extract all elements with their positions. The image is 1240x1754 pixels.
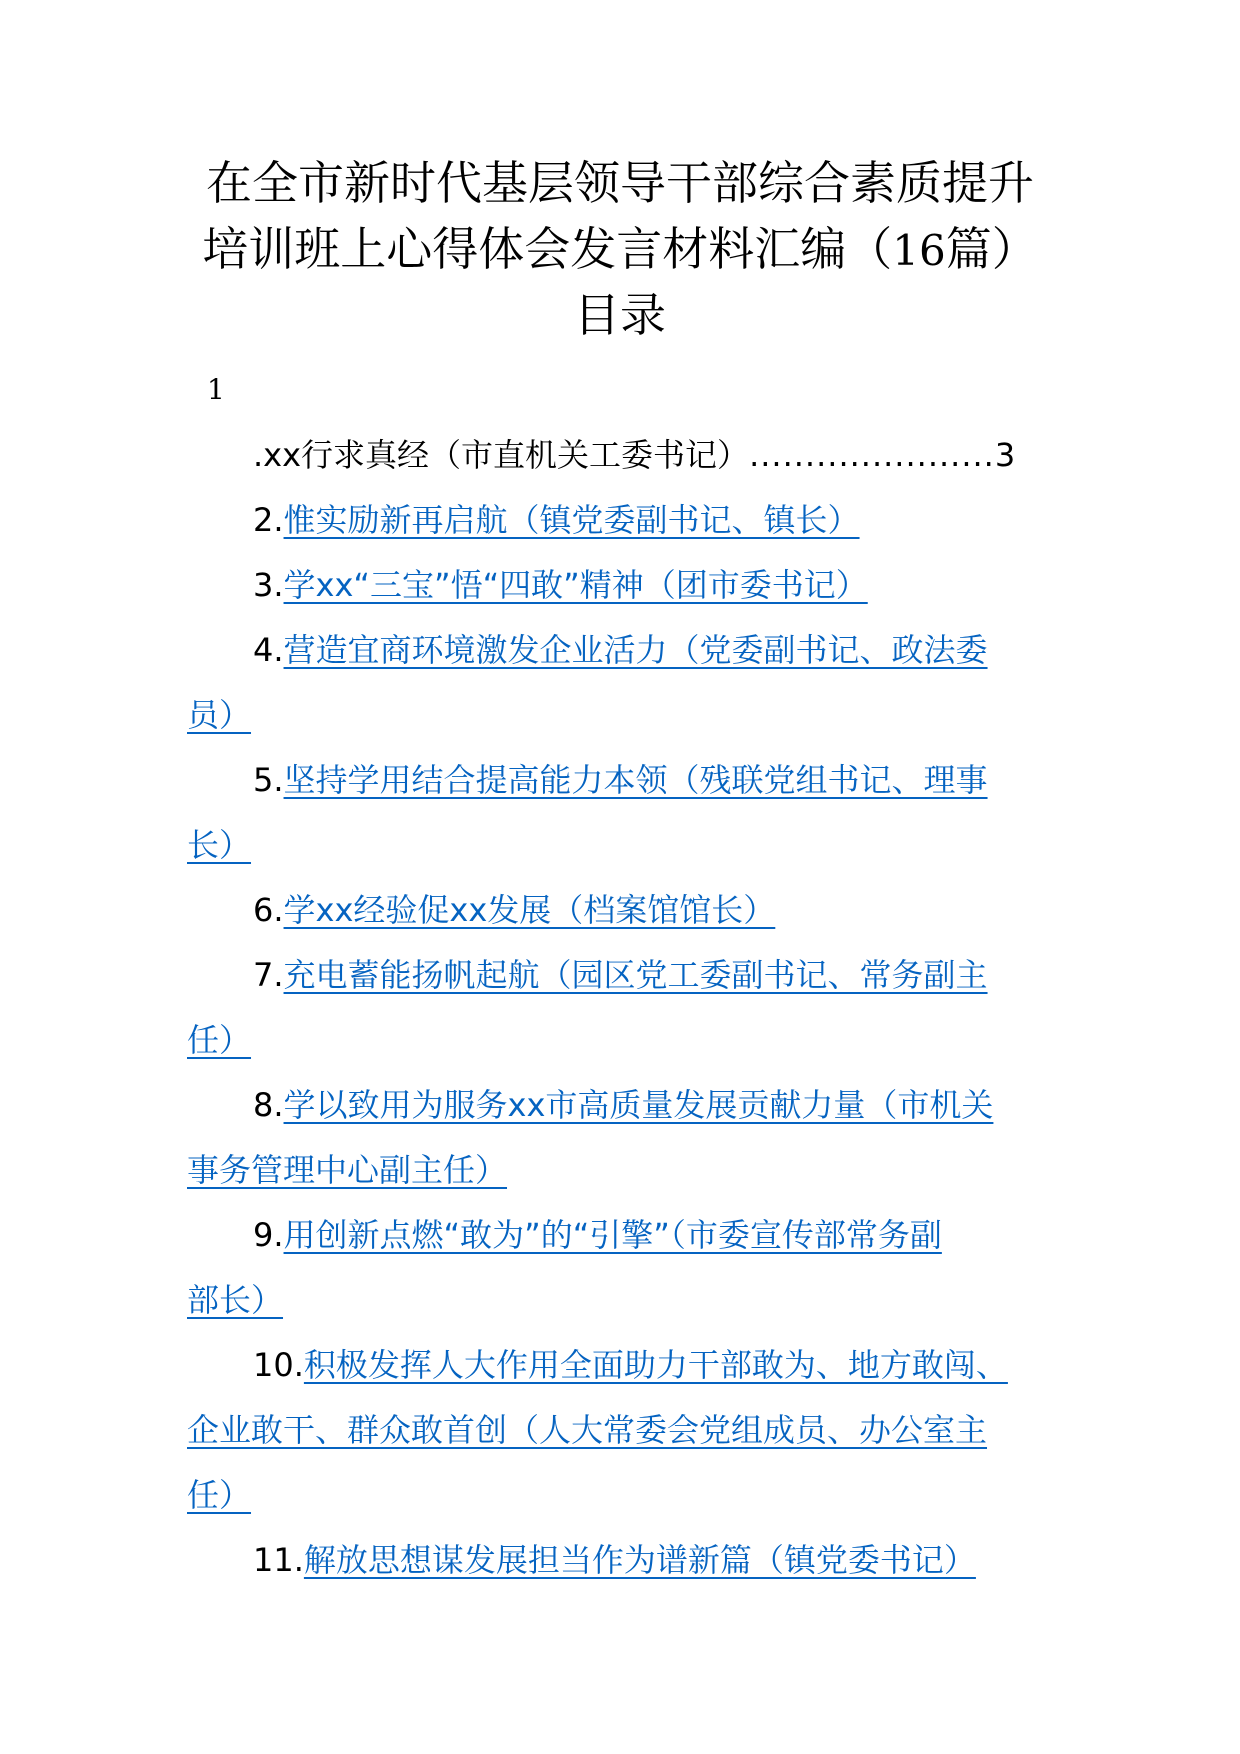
toc-entry-number: 7.: [253, 956, 284, 994]
toc-entry-number: 2.: [253, 501, 284, 539]
toc-entry-link[interactable]: 学xx经验促xx发展（档案馆馆长）: [283, 891, 776, 929]
toc-entry-link[interactable]: 坚持学用结合提高能力本领（残联党组书记、理事: [283, 761, 988, 799]
toc-entry-4[interactable]: [187, 618, 1055, 748]
toc-entry-6[interactable]: [187, 878, 1055, 943]
toc-entry-10[interactable]: [187, 1333, 1055, 1528]
title-line-2: [150, 216, 1090, 284]
toc-entry-link[interactable]: 营造宜商环境激发企业活力（党委副书记、政法委: [283, 631, 988, 669]
title-count: 16: [892, 226, 946, 275]
toc-entry-link[interactable]: 充电蓄能扬帆起航（园区党工委副书记、常务副主: [283, 956, 988, 994]
toc-entry-1-text: .xx行求真经（市直机关工委书记）: [253, 436, 750, 474]
toc-entry-1-leader: ......................: [749, 436, 995, 474]
toc-entry-link[interactable]: 学以致用为服务xx市高质量发展贡献力量（市机关: [283, 1086, 994, 1124]
toc-entry-number: 4.: [253, 631, 284, 669]
toc-entry-link-cont[interactable]: 部长）: [187, 1281, 284, 1319]
toc-entry-8[interactable]: [187, 1073, 1055, 1203]
title-line-1: 在全市新时代基层领导干部综合素质提升: [206, 156, 1034, 210]
toc-entry-link-cont[interactable]: 企业敢干、群众敢首创（人大常委会党组成员、办公室主: [187, 1411, 988, 1449]
toc-entry-9[interactable]: [187, 1203, 1055, 1333]
toc-entry-number: 8.: [253, 1086, 284, 1124]
list-marker: 1: [207, 373, 225, 406]
toc-entry-2[interactable]: [187, 488, 1055, 553]
toc-entry-1[interactable]: [253, 423, 1053, 488]
toc-entry-link-cont[interactable]: 任）: [187, 1021, 252, 1059]
toc-entry-number: 11.: [253, 1541, 304, 1579]
toc-entry-number: 3.: [253, 566, 284, 604]
toc-entry-link-cont[interactable]: 任）: [187, 1476, 252, 1514]
toc-entry-number: 9.: [253, 1216, 284, 1254]
toc-entry-number: 6.: [253, 891, 284, 929]
title-line-2-part-b: 篇）: [945, 222, 1038, 276]
toc-entry-link[interactable]: 学xx“三宝”悟“四敢”精神（团市委书记）: [283, 566, 868, 604]
toc-entry-5[interactable]: [187, 748, 1055, 878]
toc-entry-link[interactable]: 积极发挥人大作用全面助力干部敢为、地方敢闯、: [303, 1346, 1008, 1384]
toc-entry-3[interactable]: [187, 553, 1055, 618]
toc-entry-11[interactable]: [187, 1528, 1055, 1593]
toc-entry-link-cont[interactable]: 员）: [187, 696, 252, 734]
toc-entry-number: 10.: [253, 1346, 304, 1384]
toc-entry-7[interactable]: [187, 943, 1055, 1073]
toc-entry-1-page: 3: [994, 436, 1016, 474]
toc-entry-link-cont[interactable]: 长）: [187, 826, 252, 864]
toc-entry-link-cont[interactable]: 事务管理中心副主任）: [187, 1151, 508, 1189]
toc-entry-link[interactable]: 惟实励新再启航（镇党委副书记、镇长）: [283, 501, 860, 539]
toc-heading: 目录: [574, 288, 666, 342]
toc-entry-link[interactable]: 解放思想谋发展担当作为谱新篇（镇党委书记）: [303, 1541, 976, 1579]
toc-entry-link[interactable]: 用创新点燃“敢为”的“引擎”（市委宣传部常务副: [283, 1216, 942, 1254]
title-line-2-part-a: 培训班上心得体会发言材料汇编（: [202, 222, 893, 276]
toc-entry-number: 5.: [253, 761, 284, 799]
